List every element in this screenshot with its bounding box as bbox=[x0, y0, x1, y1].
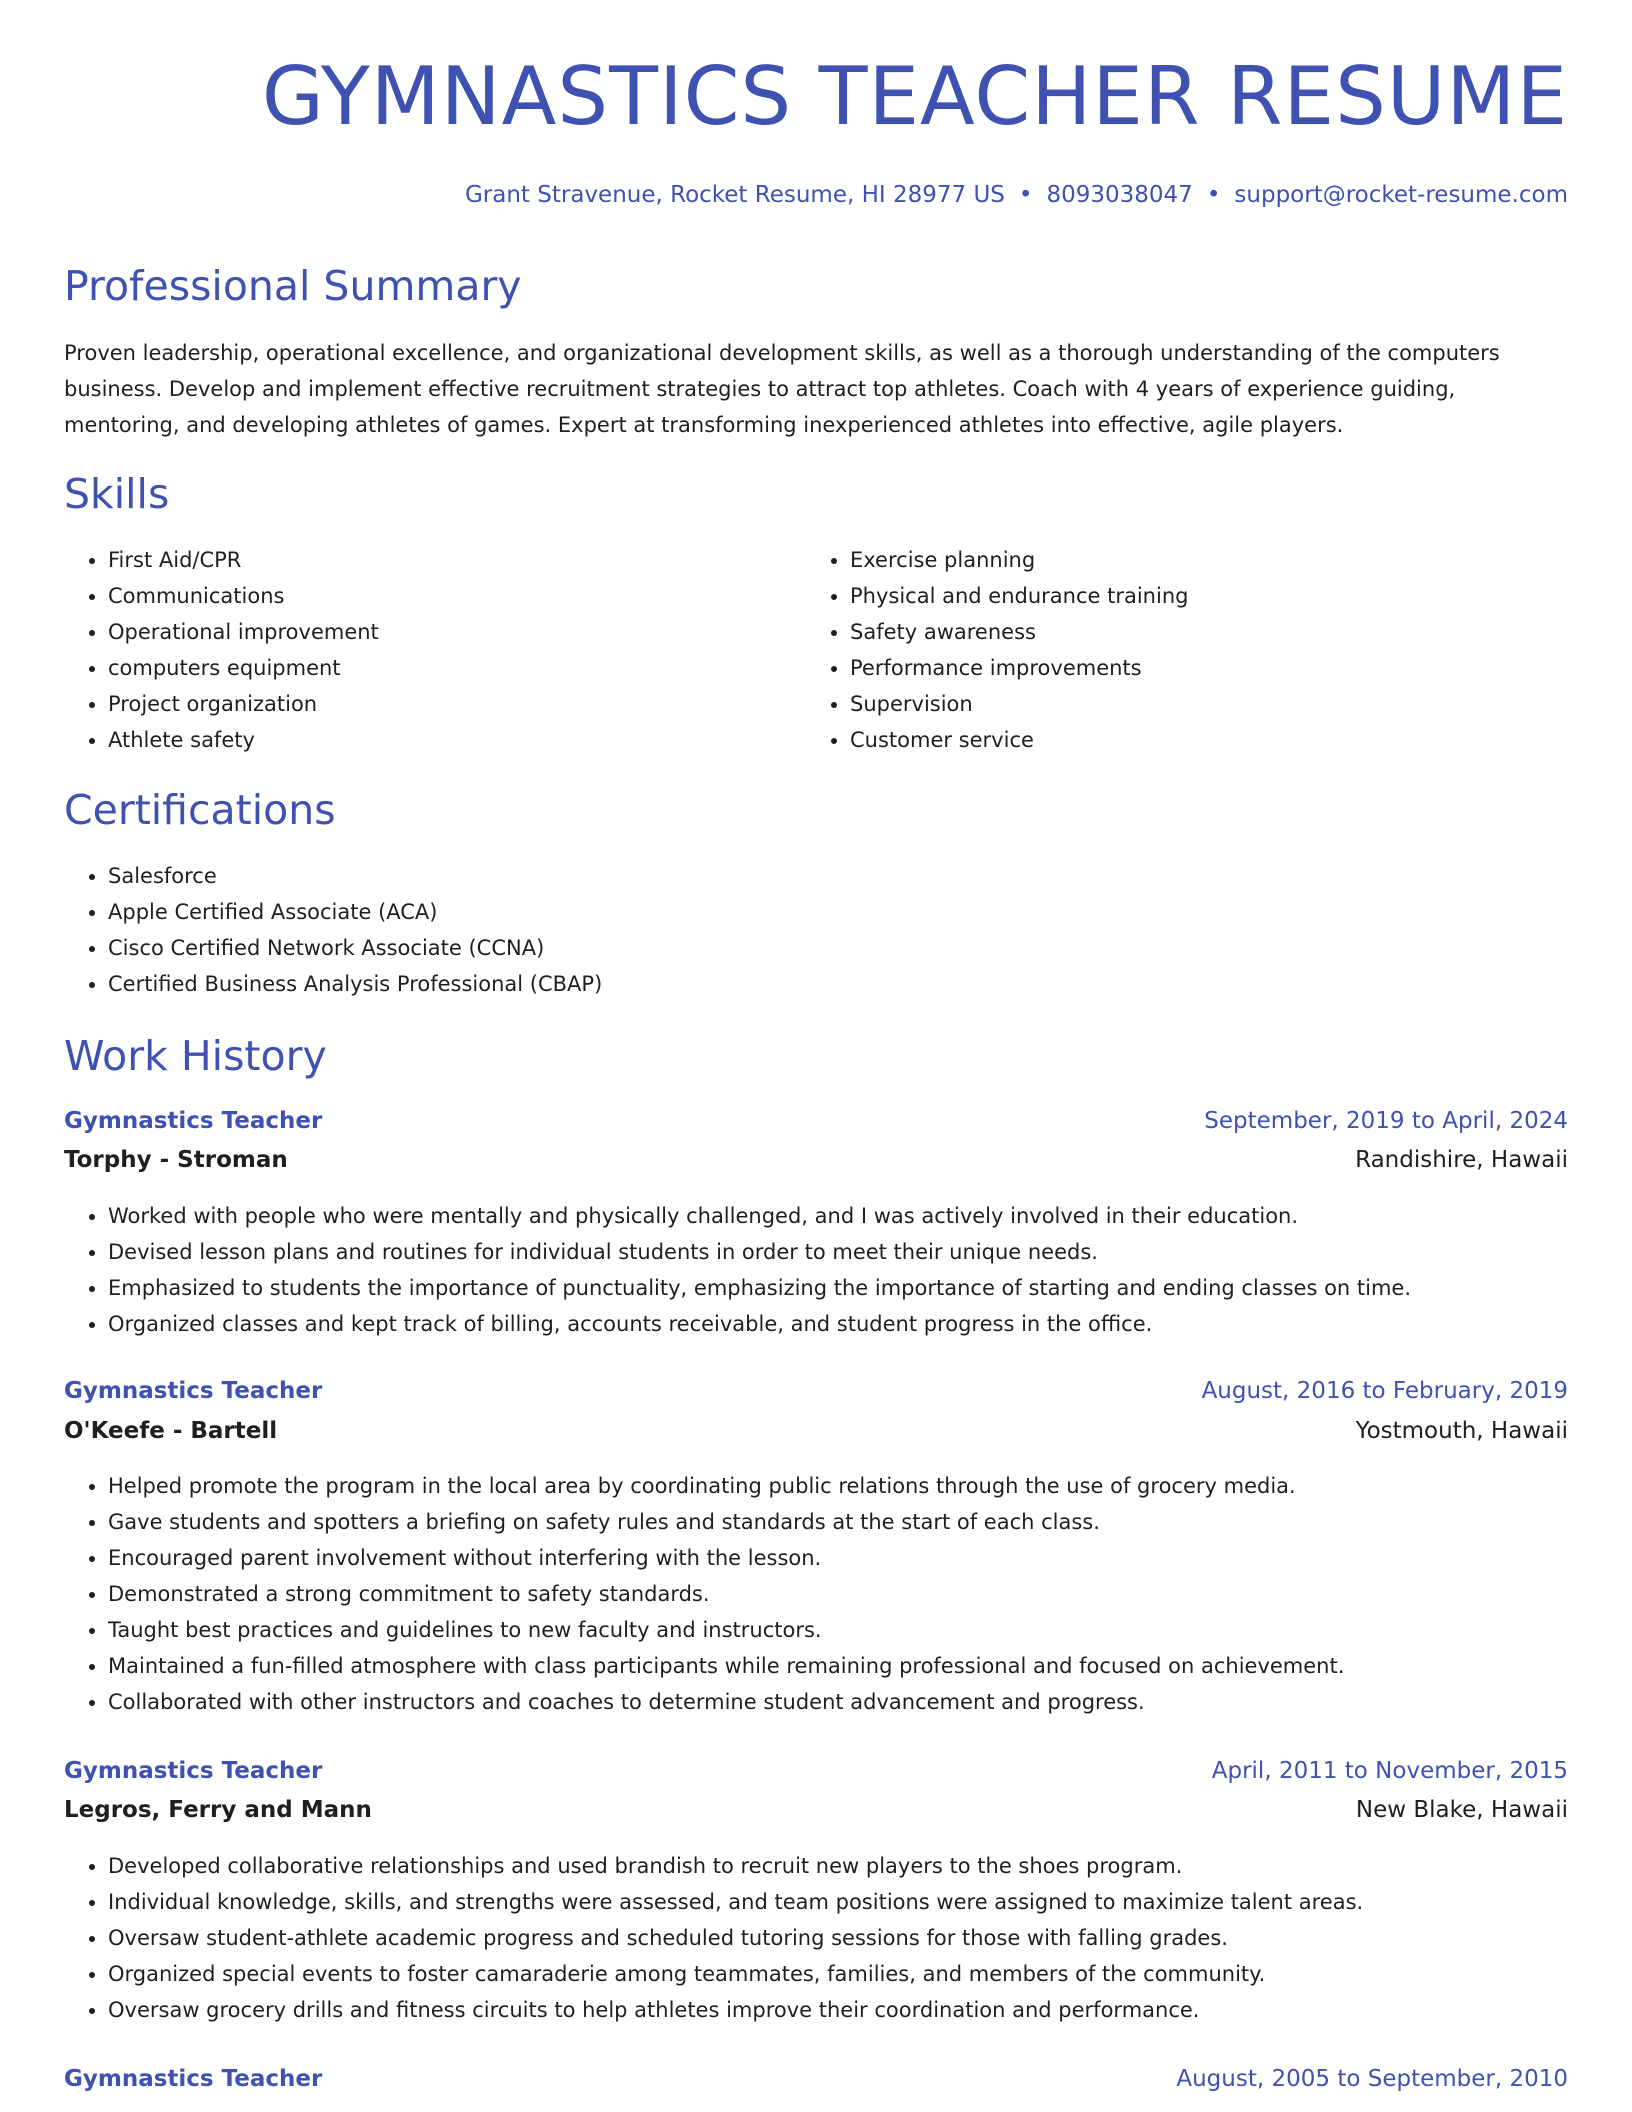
job-duty: • Individual knowledge, skills, and strengths were assessed, and team positions were assigned to maximize talent areas. bbox=[108, 1884, 1363, 1920]
job-header bbox=[64, 1108, 1568, 1142]
job-title: Gymnastics Teacher bbox=[64, 2066, 323, 2092]
contact-phone: 8093038047 bbox=[1046, 182, 1193, 208]
certification-item: • Certified Business Analysis Professional (CBAP) bbox=[108, 966, 602, 1002]
job-duty: • Developed collaborative relationships and used brandish to recruit new players to the shoes program. bbox=[108, 1848, 1363, 1884]
job-duty: • Maintained a fun-filled atmosphere with class participants while remaining professional and focused on achievement. bbox=[108, 1648, 1344, 1684]
contact-address: Grant Stravenue, Rocket Resume, HI 28977 US bbox=[464, 182, 1005, 208]
contact-line bbox=[465, 182, 1568, 208]
skill-item: • Athlete safety bbox=[108, 722, 379, 758]
job-location: Randishire, Hawaii bbox=[1355, 1147, 1568, 1173]
job-duty: • Devised lesson plans and routines for individual students in order to meet their unique needs. bbox=[108, 1234, 1411, 1270]
job-dates: September, 2019 to April, 2024 bbox=[1204, 1108, 1568, 1134]
resume-title: GYMNASTICS TEACHER RESUME bbox=[261, 50, 1568, 143]
job-duty: • Encouraged parent involvement without interfering with the lesson. bbox=[108, 1540, 1344, 1576]
skills-list-right bbox=[806, 542, 1188, 758]
skill-item: • Safety awareness bbox=[850, 614, 1188, 650]
summary-heading: Professional Summary bbox=[64, 262, 522, 310]
job-duty: • Organized special events to foster camaraderie among teammates, families, and members of the community. bbox=[108, 1956, 1363, 1992]
skills-heading: Skills bbox=[64, 470, 170, 518]
job-duty: • Emphasized to students the importance of punctuality, emphasizing the importance of starting and ending classes on time. bbox=[108, 1270, 1411, 1306]
skill-item: • Performance improvements bbox=[850, 650, 1188, 686]
job-duty: • Worked with people who were mentally and physically challenged, and I was actively involved in their education. bbox=[108, 1198, 1411, 1234]
job-duties bbox=[64, 1468, 1344, 1720]
job-subheader bbox=[64, 1418, 1568, 1452]
certifications-heading: Certifications bbox=[64, 786, 336, 834]
job-duty: • Organized classes and kept track of billing, accounts receivable, and student progress in the office. bbox=[108, 1306, 1411, 1342]
job-duty: • Helped promote the program in the local area by coordinating public relations through the use of grocery media. bbox=[108, 1468, 1344, 1504]
job-header bbox=[64, 1758, 1568, 1792]
job-title: Gymnastics Teacher bbox=[64, 1758, 323, 1784]
skill-item: • Operational improvement bbox=[108, 614, 379, 650]
summary-text: Proven leadership, operational excellence, and organizational development skills, as well as a thorough understanding of the computers business. Develop and implement effective recruitment strategies to attract top athletes. Coach with 4 years of experience guiding, mentoring, and developing athletes of games. Expert at transforming inexperienced athletes into effective, agile players. bbox=[64, 341, 1500, 437]
job-header bbox=[64, 1378, 1568, 1412]
skill-item: • Supervision bbox=[850, 686, 1188, 722]
skill-item: • Physical and endurance training bbox=[850, 578, 1188, 614]
job-duty: • Gave students and spotters a briefing on safety rules and standards at the start of each class. bbox=[108, 1504, 1344, 1540]
skill-item: • Project organization bbox=[108, 686, 379, 722]
job-subheader bbox=[64, 1797, 1568, 1831]
job-duty: • Demonstrated a strong commitment to safety standards. bbox=[108, 1576, 1344, 1612]
skill-item: • Communications bbox=[108, 578, 379, 614]
job-duty: • Taught best practices and guidelines to new faculty and instructors. bbox=[108, 1612, 1344, 1648]
job-company: Torphy - Stroman bbox=[64, 1147, 288, 1173]
certifications-list bbox=[64, 858, 602, 1002]
job-duties bbox=[64, 1848, 1363, 2028]
work-history-heading: Work History bbox=[64, 1032, 327, 1080]
skill-item: • Exercise planning bbox=[850, 542, 1188, 578]
skill-item: • First Aid/CPR bbox=[108, 542, 379, 578]
job-location: New Blake, Hawaii bbox=[1355, 1797, 1568, 1823]
job-duties bbox=[64, 1198, 1411, 1342]
job-subheader bbox=[64, 1147, 1568, 1181]
job-company: Legros, Ferry and Mann bbox=[64, 1797, 372, 1823]
job-duty: • Collaborated with other instructors and coaches to determine student advancement and progress. bbox=[108, 1684, 1344, 1720]
job-duty: • Oversaw grocery drills and fitness circuits to help athletes improve their coordination and performance. bbox=[108, 1992, 1363, 2028]
skill-item: • Customer service bbox=[850, 722, 1188, 758]
job-company: O'Keefe - Bartell bbox=[64, 1418, 278, 1444]
certification-item: • Salesforce bbox=[108, 858, 602, 894]
job-title: Gymnastics Teacher bbox=[64, 1108, 323, 1134]
job-title: Gymnastics Teacher bbox=[64, 1378, 323, 1404]
contact-email: support@rocket-resume.com bbox=[1234, 182, 1568, 208]
certification-item: • Cisco Certified Network Associate (CCNA) bbox=[108, 930, 602, 966]
job-duty: • Oversaw student-athlete academic progress and scheduled tutoring sessions for those with falling grades. bbox=[108, 1920, 1363, 1956]
job-dates: August, 2016 to February, 2019 bbox=[1201, 1378, 1568, 1404]
job-dates: April, 2011 to November, 2015 bbox=[1211, 1758, 1568, 1784]
job-location: Yostmouth, Hawaii bbox=[1355, 1418, 1568, 1444]
contact-separator: • bbox=[1206, 182, 1221, 208]
job-header bbox=[64, 2066, 1568, 2100]
job-dates: August, 2005 to September, 2010 bbox=[1176, 2066, 1568, 2092]
skills-list-left bbox=[64, 542, 379, 758]
contact-separator: • bbox=[1018, 182, 1033, 208]
skill-item: • computers equipment bbox=[108, 650, 379, 686]
certification-item: • Apple Certified Associate (ACA) bbox=[108, 894, 602, 930]
